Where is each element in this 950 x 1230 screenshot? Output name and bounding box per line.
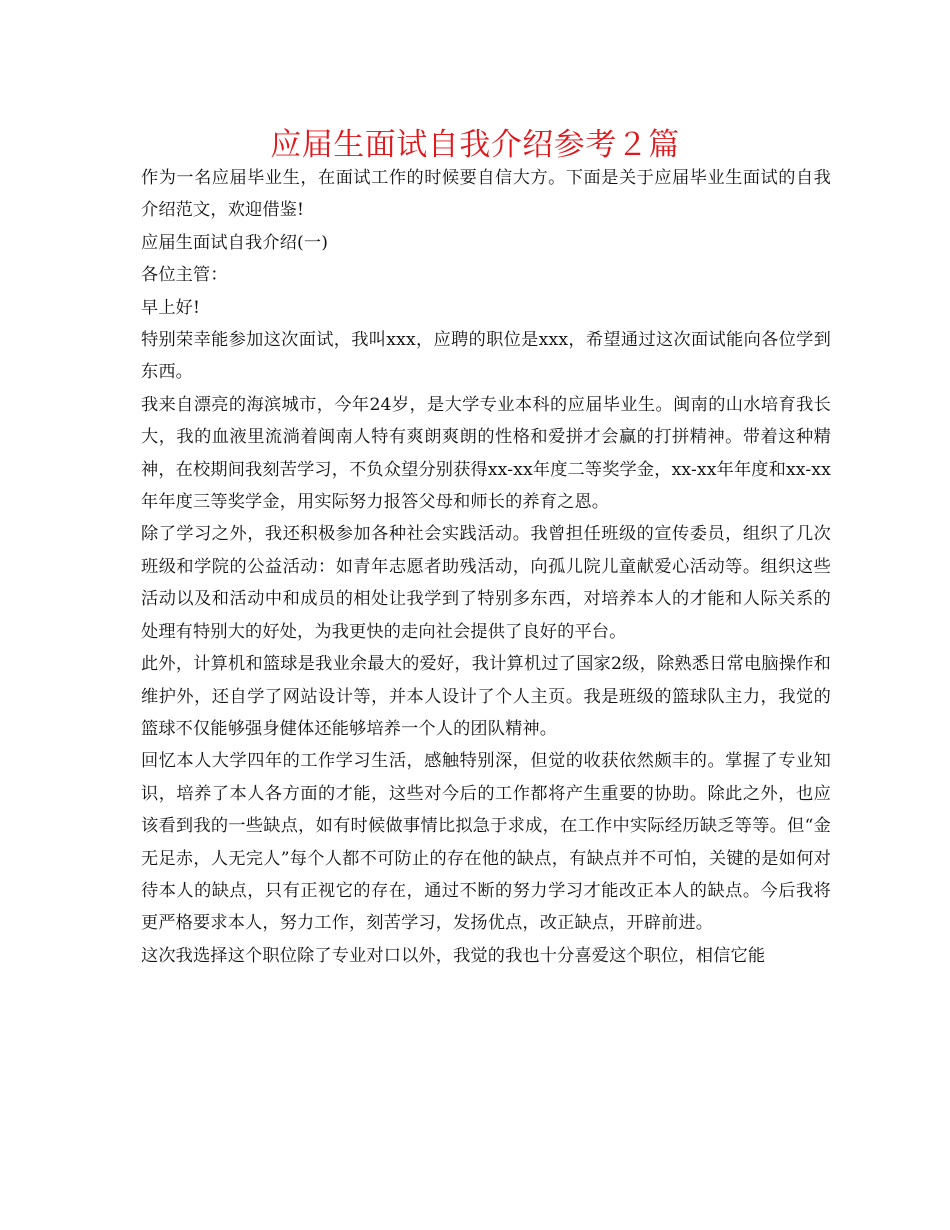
document-title: 应届生面试自我介绍参考２篇 (270, 127, 680, 163)
paragraph-salutation: 各位主管： (141, 265, 228, 286)
paragraph-activities: 除了学习之外，我还积极参加各种社会实践活动。我曾担任班级的宣传委员，组织了几次班级和学院的公益活动：如青年志愿者助残活动，向孤儿院儿童献爱心活动等。组织这些活动以及和活动中和成员的相处让我学到了特别多东西，对培养本人的才能和人际关系的处理有特别大的好处，为我更快的走向社会提供了良好的平台。 (141, 524, 831, 642)
paragraph-intro: 作为一名应届毕业生，在面试工作的时候要自信大方。下面是关于应届毕业生面试的自我介绍范文，欢迎借鉴! (141, 168, 831, 221)
paragraph-closing: 这次我选择这个职位除了专业对口以外，我觉的我也十分喜爱这个职位，相信它能 (141, 945, 766, 966)
paragraph-greeting: 早上好! (141, 297, 201, 318)
paragraph-reflection: 回忆本人大学四年的工作学习生活，感触特别深，但觉的收获依然颇丰的。掌握了专业知识，培养了本人各方面的才能，这些对今后的工作都将产生重要的协助。除此之外，也应该看到我的一些缺点，如有时候做事情比拟急于求成，在工作中实际经历缺乏等等。但“金无足赤，人无完人”每个人都不可防止的存在他的缺点，有缺点并不可怕，关键的是如何对待本人的缺点，只有正视它的存在，通过不断的努力学习才能改正本人的缺点。今后我将更严格要求本人，努力工作，刻苦学习，发扬优点，改正缺点，开辟前进。 (141, 751, 831, 934)
document-body (141, 162, 831, 972)
paragraph-opening: 特别荣幸能参加这次面试，我叫xxx，应聘的职位是xxx，希望通过这次面试能向各位学到东西。 (141, 330, 831, 383)
section-heading: 应届生面试自我介绍(一) (141, 232, 329, 253)
paragraph-background: 我来自漂亮的海滨城市，今年24岁，是大学专业本科的应届毕业生。闽南的山水培育我长大，我的血液里流淌着闽南人特有爽朗爽朗的性格和爱拼才会赢的打拼精神。带着这种精神，在校期间我刻苦学习，不负众望分别获得xx-xx年度二等奖学金，xx-xx年年度和xx-xx年年度三等奖学金，用实际努力报答父母和师长的养育之恩。 (141, 394, 831, 513)
paragraph-hobbies: 此外，计算机和篮球是我业余最大的爱好，我计算机过了国家2级，除熟悉日常电脑操作和维护外，还自学了网站设计等，并本人设计了个人主页。我是班级的篮球队主力，我觉的篮球不仅能够强身健体还能够培养一个人的团队精神。 (141, 654, 831, 739)
